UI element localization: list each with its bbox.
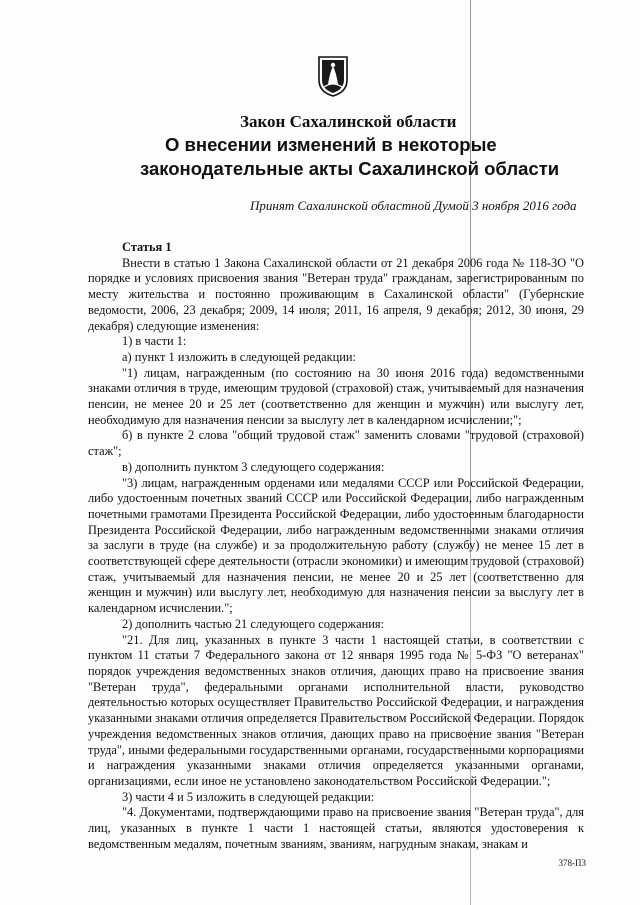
paragraph: "4. Документами, подтверждающими право на присвоение звания "Ветеран труда", для лиц, указанных в пункте 1 части 1 настоящей статьи, являются удостоверения к ведомственным медалям, почетным званиям, званиям, нагрудным знакам, знакам и xyxy=(88,805,584,851)
law-subtitle-line-1: О внесении изменений в некоторые xyxy=(165,134,497,155)
paragraph: "21. Для лиц, указанных в пункте 3 части 1 настоящей статьи, в соответствии с пунктом 11 статьи 7 Федерального закона от 12 января 1995 года № 5-ФЗ "О ветеранах" порядок учреждения ведомственных знаков отличия, дающих право на присвоение звания "Ветеран труда", федеральными органами исполнительной власти, руководство деятельностью которых осуществляет Правительство Российской Федерации, и награждения указанными знаками отличия определяется Правительством Российской Федерации. Порядок учреждения ведомственных знаков отличия, дающих право на присвоение звания "Ветеран труда", иными федеральными государственными органами, государственными корпорациями и награждения указанными знаками отличия определяется указанными органами, организациями, если иное не установлено законодательством Российской Федерации."; xyxy=(88,632,584,788)
adoption-note: Принят Сахалинской областной Думой 3 ноября 2016 года xyxy=(250,198,577,213)
article-heading: Статья 1 xyxy=(122,240,172,254)
paragraph: "1) лицам, награжденным (по состоянию на 30 июня 2016 года) ведомственными знаками отличия в труде, имеющим трудовой (страховой) стаж, учитываемый для назначения пенсии, не менее 20 и 25 лет (соответственно для женщин и мужчин) или выслугу лет, необходимую для назначения пенсии за выслугу лет в календарном исчислении;"; xyxy=(88,365,584,427)
sakhalin-coat-of-arms-icon xyxy=(316,54,350,98)
paragraph: 1) в части 1: xyxy=(122,334,187,349)
paragraph: Внести в статью 1 Закона Сахалинской области от 21 декабря 2006 года № 118-ЗО "О порядке и условиях присвоения звания "Ветеран труда" гражданам, зарегистрированным по месту жительства и постоянно проживающим в Сахалинской области" (Губернские ведомости, 2006, 23 декабря; 2009, 14 июля; 2011, 16 апреля, 9 декабря; 2012, 30 июня, 29 декабря) следующие изменения: xyxy=(88,255,584,333)
paragraph: б) в пункте 2 слова "общий трудовой стаж" заменить словами "трудовой (страховой) стаж"; xyxy=(88,428,584,459)
paragraph: "3) лицам, награжденным орденами или медалями СССР или Российской Федерации, либо удостоенным почетных званий СССР или Российской Федерации, либо награжденным почетными грамотами Президента Российской Федерации, либо удостоенным благодарности Президента Российской Федерации, либо награжденным ведомственными знаками отличия за заслуги в труде (на службе) и за продолжительную работу (службу) не менее 15 лет в соответствующей сфере деятельности (отрасли экономики) и имеющим трудовой (страховой) стаж, учитываемый для назначения пенсии, не менее 20 и 25 лет (соответственно для женщин и мужчин) или выслугу лет, необходимую для назначения пенсии за выслугу лет в календарном исчислении."; xyxy=(88,475,585,616)
law-subtitle-line-2: законодательные акты Сахалинской области xyxy=(140,158,560,179)
paragraph: 3) части 4 и 5 изложить в следующей редакции: xyxy=(122,789,375,804)
law-title: Закон Сахалинской области xyxy=(240,112,457,131)
paragraph: 2) дополнить частью 21 следующего содержания: xyxy=(122,616,385,631)
document-code: 378-П3 xyxy=(558,858,586,868)
document-body xyxy=(88,240,584,852)
paragraph: а) пункт 1 изложить в следующей редакции: xyxy=(122,349,356,364)
paragraph: в) дополнить пунктом 3 следующего содержания: xyxy=(122,459,385,474)
